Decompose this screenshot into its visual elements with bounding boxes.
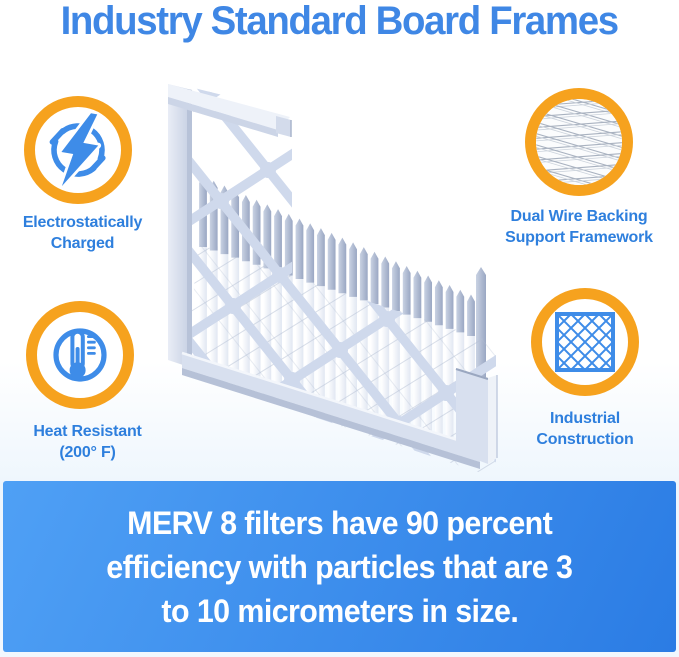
feature-label-line: Support Framework [505,229,653,246]
feature-label-line: Industrial [549,410,620,427]
orange-ring [531,288,639,396]
banner-line: to 10 micrometers in size. [161,592,518,629]
feature-label-line: (200° F) [59,444,116,461]
lightning-icon [38,110,118,190]
feature-label-line: Charged [50,235,115,252]
orange-ring [525,88,633,196]
page-title-text: Industry Standard Board Frames [60,0,619,43]
banner-line: MERV 8 filters have 90 percent [126,504,553,541]
feature-label-line: Heat Resistant [33,423,142,440]
orange-ring [24,96,132,204]
feature-label [489,206,669,248]
feature-label-line: Dual Wire Backing [510,208,648,225]
feature-label-line: Construction [536,431,634,448]
page-title [0,0,679,43]
orange-ring [26,301,134,409]
feature-label [495,408,675,450]
feature-label [5,421,170,463]
diamond-lattice-icon [542,299,628,385]
banner [3,481,676,652]
feature-label [0,212,165,254]
feature-label-line: Electrostatically [22,214,143,231]
banner-line: efficiency with particles that are 3 [106,548,573,585]
thermometer-icon [40,315,120,395]
wire-mesh-photo [536,99,622,185]
